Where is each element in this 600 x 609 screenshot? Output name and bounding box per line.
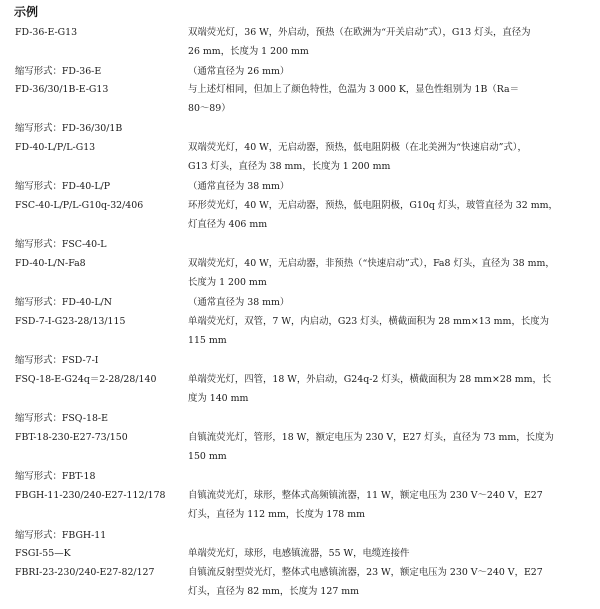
lamp-code: FSGI-55—K xyxy=(15,548,71,559)
lamp-description xyxy=(188,196,588,234)
lamp-code: FSC-40-L/P/L-G10q-32/406 xyxy=(15,200,144,211)
lamp-code: FBGH-11-230/240-E27-112/178 xyxy=(15,490,166,501)
description-line: 与上述灯相同，但加上了颜色特性，色温为 3 000 K，显色性组别为 1B（Ra＝ xyxy=(188,84,520,95)
section-heading: 示例 xyxy=(14,5,39,19)
lamp-code: FBT-18-230-E27-73/150 xyxy=(15,432,128,443)
lamp-code: FD-36/30/1B-E-G13 xyxy=(15,84,109,95)
lamp-description xyxy=(188,62,588,81)
lamp-code: FD-40-L/P/L-G13 xyxy=(15,142,96,153)
description-line: 单端荧光灯，双管，7 W，内启动，G23 灯头，横截面积为 28 mm×13 mm，长度为 xyxy=(188,316,549,327)
description-line: 80～89） xyxy=(188,103,231,114)
lamp-description xyxy=(188,428,588,466)
lamp-description xyxy=(188,293,588,312)
abbreviation-label: 缩写形式：FBT-18 xyxy=(15,471,96,482)
abbreviation-label: 缩写形式：FD-40-L/P xyxy=(15,181,111,192)
lamp-description xyxy=(188,370,588,408)
abbreviation-label: 缩写形式：FD-36/30/1B xyxy=(15,123,123,134)
lamp-code: FSQ-18-E-G24q＝2-28/28/140 xyxy=(15,374,157,385)
description-line: 双端荧光灯，40 W，无启动器，非预热（“快速启动”式），Fa8 灯头，直径为 38 mm， xyxy=(188,258,555,269)
lamp-code: FD-36-E-G13 xyxy=(15,27,78,38)
abbreviation-label: 缩写形式：FD-40-L/N xyxy=(15,297,112,308)
description-line: （通常直径为 38 mm） xyxy=(188,297,290,308)
description-line: 灯头，直径为 112 mm，长度为 178 mm xyxy=(188,509,366,520)
lamp-description xyxy=(188,138,588,176)
description-line: 自镇流荧光灯，球形，整体式高频镇流器，11 W，额定电压为 230 V～240 V，E27 xyxy=(188,490,543,501)
description-line: 单端荧光灯，四管，18 W，外启动，G24q-2 灯头，横截面积为 28 mm×28 mm，长 xyxy=(188,374,552,385)
abbreviation-label: 缩写形式：FSQ-18-E xyxy=(15,413,108,424)
lamp-description xyxy=(188,177,588,196)
lamp-code: FBRI-23-230/240-E27-82/127 xyxy=(15,567,155,578)
lamp-description xyxy=(188,544,588,563)
description-line: 长度为 1 200 mm xyxy=(188,277,267,288)
description-line: 自镇流反射型荧光灯，整体式电感镇流器，23 W，额定电压为 230 V～240 V，E27 xyxy=(188,567,543,578)
description-line: 150 mm xyxy=(188,451,227,462)
description-line: 灯头，直径为 82 mm，长度为 127 mm xyxy=(188,586,360,597)
description-line: 115 mm xyxy=(188,335,227,346)
description-line: 环形荧光灯，40 W，无启动器，预热，低电阻阴极，G10q 灯头，玻管直径为 32 mm， xyxy=(188,200,558,211)
description-line: 26 mm，长度为 1 200 mm xyxy=(188,46,309,57)
abbreviation-label: 缩写形式：FSD-7-I xyxy=(15,355,99,366)
lamp-description xyxy=(188,312,588,350)
lamp-description xyxy=(188,23,588,61)
lamp-description xyxy=(188,80,588,118)
lamp-code: FD-40-L/N-Fa8 xyxy=(15,258,86,269)
description-line: （通常直径为 26 mm） xyxy=(188,66,290,77)
abbreviation-label: 缩写形式：FBGH-11 xyxy=(15,530,107,541)
description-line: 度为 140 mm xyxy=(188,393,249,404)
description-line: 双端荧光灯，36 W，外启动，预热（在欧洲为“开关启动”式），G13 灯头，直径为 xyxy=(188,27,531,38)
description-line: 自镇流荧光灯，管形，18 W，额定电压为 230 V，E27 灯头，直径为 73 mm，长度为 xyxy=(188,432,554,443)
description-line: （通常直径为 38 mm） xyxy=(188,181,290,192)
lamp-description xyxy=(188,254,588,292)
description-line: 单端荧光灯，球形，电感镇流器，55 W，电缆连接件 xyxy=(188,548,410,559)
description-line: G13 灯头，直径为 38 mm，长度为 1 200 mm xyxy=(188,161,391,172)
lamp-code: FSD-7-I-G23-28/13/115 xyxy=(15,316,126,327)
description-line: 灯直径为 406 mm xyxy=(188,219,268,230)
description-line: 双端荧光灯，40 W，无启动器，预热，低电阻阴极（在北美洲为“快速启动”式）， xyxy=(188,142,527,153)
lamp-description xyxy=(188,563,588,601)
lamp-description xyxy=(188,486,588,524)
abbreviation-label: 缩写形式：FSC-40-L xyxy=(15,239,107,250)
abbreviation-label: 缩写形式：FD-36-E xyxy=(15,66,102,77)
